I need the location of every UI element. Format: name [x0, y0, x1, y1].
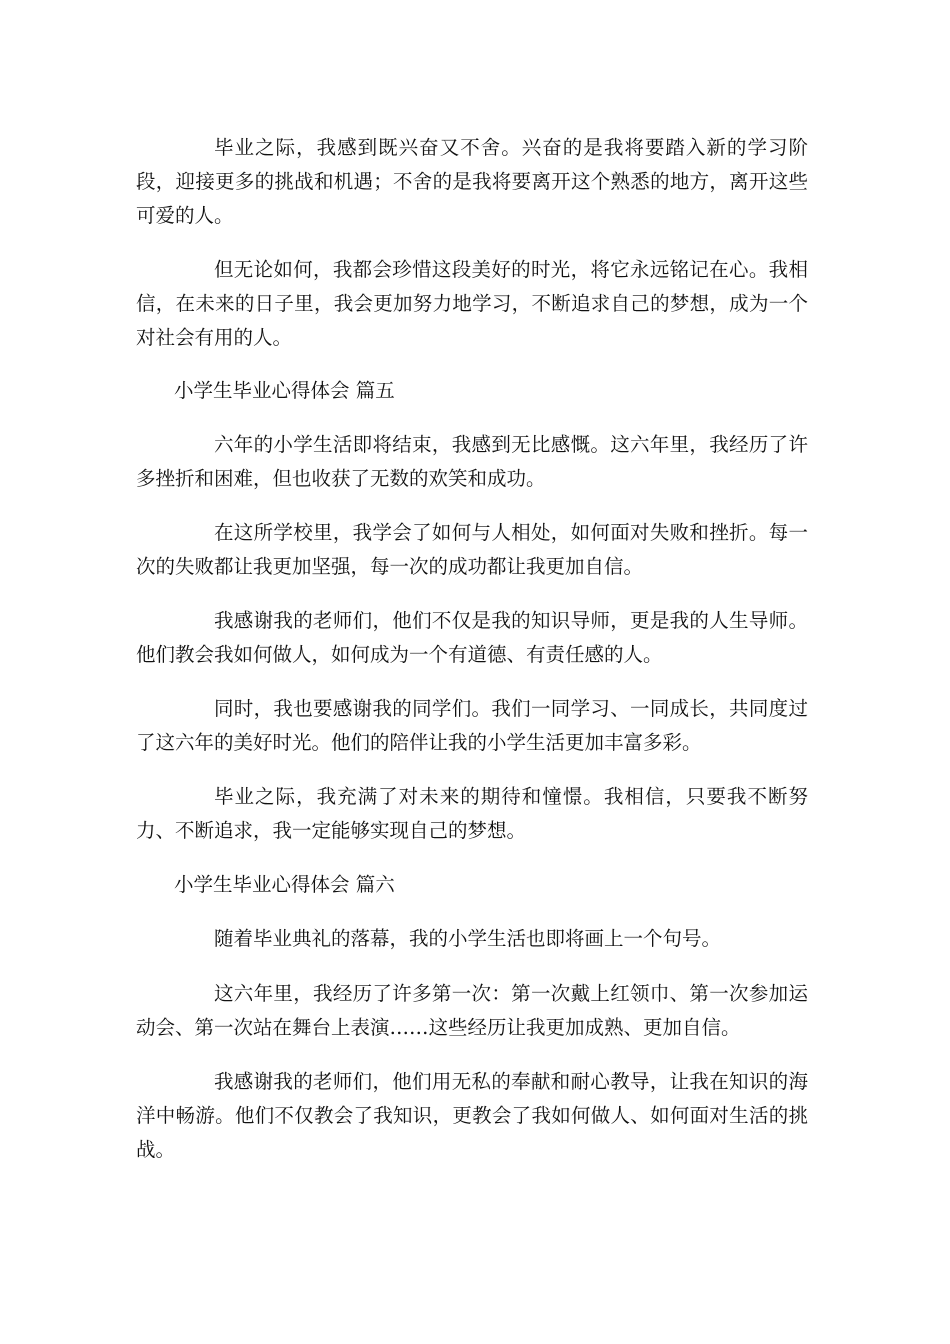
paragraph: 我感谢我的老师们，他们用无私的奉献和耐心教导，让我在知识的海洋中畅游。他们不仅教会了我知识，更教会了我如何做人、如何面对生活的挑战。 — [136, 1070, 808, 1161]
paragraph: 这六年里，我经历了许多第一次：第一次戴上红领巾、第一次参加运动会、第一次站在舞台上表演……这些经历让我更加成熟、更加自信。 — [136, 982, 808, 1039]
section-heading: 小学生毕业心得体会 篇五 — [174, 379, 395, 402]
section-heading: 小学生毕业心得体会 篇六 — [174, 873, 395, 896]
paragraph: 六年的小学生活即将结束，我感到无比感慨。这六年里，我经历了许多挫折和困难，但也收获了无数的欢笑和成功。 — [136, 433, 808, 490]
paragraph: 毕业之际，我感到既兴奋又不舍。兴奋的是我将要踏入新的学习阶段，迎接更多的挑战和机遇；不舍的是我将要离开这个熟悉的地方，离开这些可爱的人。 — [136, 136, 808, 227]
paragraph: 在这所学校里，我学会了如何与人相处，如何面对失败和挫折。每一次的失败都让我更加坚强，每一次的成功都让我更加自信。 — [136, 521, 808, 578]
paragraph: 随着毕业典礼的落幕，我的小学生活也即将画上一个句号。 — [214, 927, 722, 950]
paragraph: 毕业之际，我充满了对未来的期待和憧憬。我相信，只要我不断努力、不断追求，我一定能够实现自己的梦想。 — [136, 785, 808, 842]
paragraph: 同时，我也要感谢我的同学们。我们一同学习、一同成长，共同度过了这六年的美好时光。他们的陪伴让我的小学生活更加丰富多彩。 — [136, 697, 808, 754]
paragraph: 我感谢我的老师们，他们不仅是我的知识导师，更是我的人生导师。他们教会我如何做人，如何成为一个有道德、有责任感的人。 — [136, 609, 808, 666]
paragraph: 但无论如何，我都会珍惜这段美好的时光，将它永远铭记在心。我相信，在未来的日子里，我会更加努力地学习，不断追求自己的梦想，成为一个对社会有用的人。 — [136, 258, 808, 349]
